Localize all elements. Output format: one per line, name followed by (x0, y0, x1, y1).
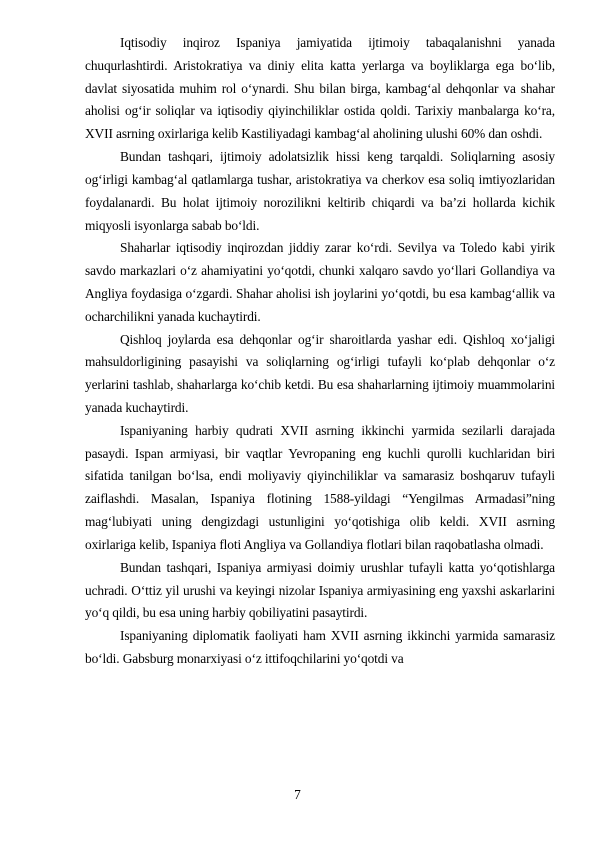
paragraph-3: Shaharlar iqtisodiy inqirozdan jiddiy zarar ko‘rdi. Sevilya va Toledo kabi yirik savdo markazlari o‘z ahamiyatini yo‘qotdi, chunki xalqaro savdo yo‘llari Gollandiya va Angliya foydasiga o‘zgardi. Shahar aholisi ish joylarini yo‘qotdi, bu esa kambag‘allik va ocharchilikni yanada kuchaytirdi. (85, 240, 555, 324)
paragraph-6: Bundan tashqari, Ispaniya armiyasi doimiy urushlar tufayli katta yo‘qotishlarga uchradi. O‘ttiz yil urushi va keyingi nizolar Ispaniya armiyasining eng yaxshi askarlarini yo‘q qildi, bu esa uning harbiy qobiliyatini pasaytirdi. (85, 559, 555, 621)
paragraph-1: Iqtisodiy inqiroz Ispaniya jamiyatida ijtimoiy tabaqalanishni yanada chuqurlashtirdi. Aristokratiya va diniy elita katta yerlarga va boyliklarga ega bo‘lib, davlat siyosatida muhim rol o‘ynardi. Shu bilan birga, kambag‘al dehqonlar va shahar aholisi og‘ir soliqlar va iqtisodiy qiyinchiliklar ostida qoldi. Tarixiy manbalarga ko‘ra, XVII asrning oxirlariga kelib Kastiliyadagi kambag‘al aholining ulushi 60% dan oshdi. (85, 35, 555, 142)
paragraph-5: Ispaniyaning harbiy qudrati XVII asrning ikkinchi yarmida sezilarli darajada pasaydi. Ispan armiyasi, bir vaqtlar Yevropaning eng kuchli qurolli kuchlaridan biri sifatida tanilgan bo‘lsa, endi moliyaviy qiyinchiliklar va samarasiz boshqaruv tufayli zaiflashdi. Masalan, Ispaniya flotining 1588-yildagi “Yengilmas Armadasi”ning mag‘lubiyati uning dengizdagi ustunligini yo‘qotishiga olib keldi. XVII asrning oxirlariga kelib, Ispaniya floti Angliya va Gollandiya flotlari bilan raqobatlasha olmadi. (85, 422, 555, 552)
page-number: 7 (294, 787, 301, 802)
body-text (85, 32, 555, 671)
paragraph-2: Bundan tashqari, ijtimoiy adolatsizlik hissi keng tarqaldi. Soliqlarning asosiy og‘irligi kambag‘al qatlamlarga tushar, aristokratiya va cherkov esa soliq imtiyozlaridan foydalanardi. Bu holat ijtimoiy norozilikni keltirib chiqardi va ba’zi hollarda kichik miqyosli isyonlarga sabab bo‘ldi. (85, 149, 555, 233)
paragraph-7: Ispaniyaning diplomatik faoliyati ham XVII asrning ikkinchi yarmida samarasiz bo‘ldi. Gabsburg monarxiyasi o‘z ittifoqchilarini yo‘qotdi va (85, 628, 555, 666)
paragraph-4: Qishloq joylarda esa dehqonlar og‘ir sharoitlarda yashar edi. Qishloq xo‘jaligi mahsuldorligining pasayishi va soliqlarning og‘irligi tufayli ko‘plab dehqonlar o‘z yerlarini tashlab, shaharlarga ko‘chib ketdi. Bu esa shaharlarning ijtimoiy muammolarini yanada kuchaytirdi. (85, 331, 555, 415)
